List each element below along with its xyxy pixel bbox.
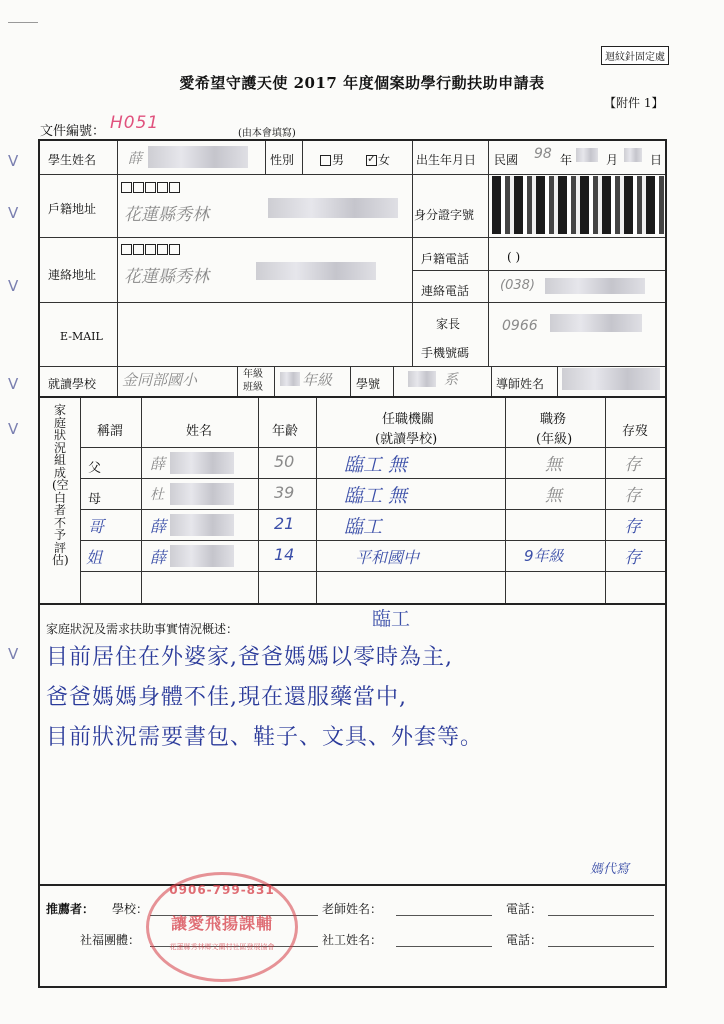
parent-mobile-value: 0966 [502,318,538,334]
description-line: 目前居住在外婆家,爸爸媽媽以零時為主, [46,645,453,670]
household-zip-boxes[interactable] [121,180,181,194]
student-number-suffix: 系 [444,372,458,388]
margin-tick: V [8,277,19,295]
family-relation: 父 [88,461,102,476]
redacted-parent-mobile [550,314,642,332]
family-status: 存 [624,548,641,568]
family-age: 21 [274,514,295,533]
doc-number-note: (由本會填寫) [238,128,296,139]
grade-label-1: 年級 [243,369,263,380]
student-name-label: 學生姓名 [48,153,97,167]
family-name: 杜 [150,487,164,503]
family-position: 9年級 [524,547,564,565]
col-name-header: 姓名 [186,424,213,439]
stamp-name: 讓愛飛揚課輔 [170,914,273,933]
family-employer: 臨工 無 [344,454,408,476]
contact-zip-boxes[interactable] [121,242,181,256]
col-employer-header-1: 任職機關 [382,412,435,427]
family-relation: 姐 [86,548,103,567]
student-number-label: 學號 [356,377,381,391]
recommender-label: 推薦者： [46,902,95,916]
contact-phone-label: 連絡電話 [421,284,470,298]
family-employer: 臨工 [344,516,383,538]
margin-tick: V [8,204,19,222]
birth-era: 民國 [494,153,519,167]
birth-month-unit: 月 [606,153,619,167]
gender-female-checkbox[interactable]: ✓ [367,152,377,165]
household-phone-label: 戶籍電話 [421,252,470,266]
signature: 媽代寫 [590,862,630,877]
description-label: 家庭狀況及需求扶助事實情況概述： [46,622,239,636]
redacted-family-name [170,483,234,505]
family-employer: 臨工 無 [344,485,408,507]
form-title: 愛希望守護天使 2017 年度個案助學行動扶助申請表 [179,74,545,92]
teacher-field-label: 老師姓名： [322,902,383,916]
gender-male-checkbox[interactable] [320,155,331,166]
birth-label: 出生年月日 [416,153,477,167]
margin-tick: V [8,152,19,170]
family-position: 無 [545,455,562,475]
family-position: 無 [545,486,562,506]
description-line: 爸爸媽媽身體不佳,現在還服藥當中, [46,685,407,710]
stamp-org: 花蓮縣秀林鄉文蘭村社區發展協會 [169,943,275,951]
col-age-header: 年齡 [272,424,299,439]
col-status-header: 存歿 [622,424,649,439]
redacted-id-number [492,176,664,234]
redacted-contact-address [256,262,376,280]
family-name: 薛 [150,548,167,567]
household-address-label: 戶籍地址 [48,202,97,216]
phone1-line[interactable] [548,915,654,916]
household-address-value: 花蓮縣秀林 [124,205,209,225]
birth-day-unit: 日 [650,153,663,167]
family-status: 存 [624,486,641,506]
doc-number-label: 文件編號： [40,124,106,139]
staple-note: 迴紋針固定處 [601,46,669,65]
family-relation: 母 [88,492,102,507]
redacted-day [624,148,642,162]
contact-address-value: 花蓮縣秀林 [124,267,209,287]
family-side-label: 家庭狀況組成(空白者不予評估) [52,403,69,567]
redacted-teacher-name [562,368,660,390]
description-line: 目前狀況需要書包、鞋子、文具、外套等。 [46,725,484,750]
phone2-line[interactable] [548,946,654,947]
doc-number-value: H051 [110,113,160,133]
redacted-grade [280,372,300,386]
redacted-contact-phone [545,278,645,294]
birth-year-value: 98 [534,146,552,162]
gender-label: 性別 [270,153,295,167]
col-employer-header-2: (就讀學校) [375,432,438,447]
family-status: 存 [624,517,641,537]
col-position-header-2: (年級) [536,432,573,447]
social-worker-line[interactable] [396,946,492,947]
col-relation-header: 稱謂 [97,424,124,439]
phone2-label: 電話： [506,933,543,947]
redacted-student-number [408,371,436,387]
family-status: 存 [624,455,641,475]
household-phone-value: ( ) [507,250,521,264]
description-correction: 臨工 [372,608,411,630]
col-position-header-1: 職務 [540,412,567,427]
welfare-label: 社福團體： [80,933,141,947]
teacher-name-label: 導師姓名 [496,377,545,391]
margin-tick: V [8,645,19,663]
gender-female-option[interactable]: ✓ 女 [367,152,391,167]
school-field-label: 學校： [112,902,149,916]
redacted-family-name [170,514,234,536]
stamp-phone: 0906-799-831 [169,883,275,897]
corner-mark [8,22,38,23]
phone1-label: 電話： [506,902,543,916]
social-worker-label: 社工姓名： [322,933,383,947]
email-label: E-MAIL [60,330,103,343]
family-name: 薛 [150,517,167,536]
redacted-name [148,146,248,168]
redacted-family-name [170,545,234,567]
redacted-month [576,148,598,162]
school-label: 就讀學校 [48,377,97,391]
grade-label-2: 班級 [243,382,263,393]
family-age: 14 [274,545,295,564]
gender-male-option[interactable]: 男 [320,151,344,168]
family-relation: 哥 [88,517,105,536]
attachment-label: 【附件 1】 [604,96,664,110]
organization-stamp [146,872,298,982]
parent-mobile-label-2: 手機號碼 [421,346,470,360]
id-number-label: 身分證字號 [414,208,475,222]
contact-address-label: 連絡地址 [48,268,97,282]
grade-value: 年級 [302,371,333,389]
redacted-family-name [170,452,234,474]
family-employer: 平和國中 [355,548,420,567]
redacted-address [268,198,398,218]
teacher-field-line[interactable] [396,915,492,916]
margin-tick: V [8,375,19,393]
margin-tick: V [8,420,19,438]
family-age: 39 [274,483,295,502]
family-age: 50 [274,452,295,471]
parent-mobile-label-1: 家長 [436,317,461,331]
contact-phone-value: (038) [500,278,535,293]
student-name-value: 薛 [128,151,142,167]
family-name: 薛 [150,455,166,473]
birth-year-unit: 年 [560,153,573,167]
school-value: 金同部國小 [122,371,198,389]
